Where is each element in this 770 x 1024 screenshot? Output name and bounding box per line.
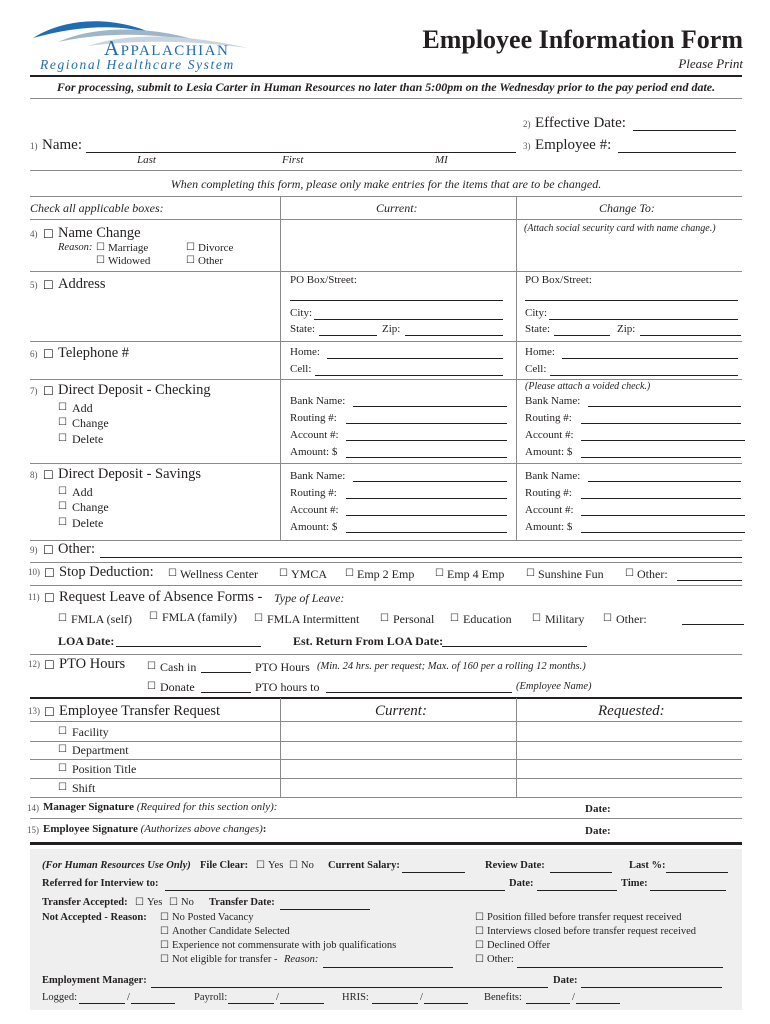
referred-date-label: Date: bbox=[509, 878, 534, 889]
field-number: 9) bbox=[30, 545, 38, 555]
last-caption: Last bbox=[137, 154, 156, 166]
checking-checkbox[interactable]: ☐ bbox=[43, 384, 54, 398]
not-accepted-reason-label: Another Candidate Selected bbox=[172, 926, 290, 937]
state-label: State: bbox=[290, 323, 316, 335]
add-label: Add bbox=[72, 401, 93, 415]
transfer-item-checkbox[interactable]: ☐ bbox=[58, 763, 67, 774]
payroll-label: Payroll: bbox=[194, 992, 228, 1003]
time-label: Time: bbox=[621, 878, 648, 889]
bank-name-label: Bank Name: bbox=[290, 395, 346, 407]
voided-check-note: (Please attach a voided check.) bbox=[525, 381, 651, 392]
leave-type-checkbox[interactable]: ☐ bbox=[450, 613, 459, 624]
manager-date-label: Date: bbox=[585, 803, 611, 815]
file-clear-yes-checkbox[interactable]: ☐ bbox=[256, 860, 265, 871]
transfer-yes-checkbox[interactable]: ☐ bbox=[135, 897, 144, 908]
deduction-checkbox[interactable]: ☐ bbox=[526, 568, 535, 579]
field-number: 2) bbox=[523, 119, 531, 129]
transfer-item-checkbox[interactable]: ☐ bbox=[58, 744, 67, 755]
home-label: Home: bbox=[525, 346, 555, 358]
name-field[interactable] bbox=[86, 152, 516, 153]
employee-name-caption: (Employee Name) bbox=[516, 681, 592, 692]
reason-label: Reason: bbox=[58, 242, 93, 253]
bank-name-label: Bank Name: bbox=[525, 395, 581, 407]
pto-checkbox[interactable]: ☐ bbox=[44, 658, 55, 672]
leave-type-label: Military bbox=[545, 612, 585, 626]
field-number: 1) bbox=[30, 141, 38, 151]
benefits-label: Benefits: bbox=[484, 992, 522, 1003]
cell-label: Cell: bbox=[525, 363, 547, 375]
deduction-label: Sunshine Fun bbox=[538, 567, 604, 581]
transfer-date-label: Transfer Date: bbox=[209, 897, 275, 908]
leave-type-checkbox[interactable]: ☐ bbox=[149, 611, 158, 622]
routing-label: Routing #: bbox=[525, 487, 572, 499]
first-caption: First bbox=[282, 154, 304, 166]
not-accepted-reason-checkbox[interactable]: ☐ bbox=[160, 940, 169, 951]
field-number: 5) bbox=[30, 280, 38, 290]
yes-label: Yes bbox=[147, 897, 163, 908]
employee-signature-note: (Authorizes above changes) bbox=[140, 823, 263, 835]
checking-delete-checkbox[interactable]: ☐ bbox=[58, 433, 67, 444]
account-label: Account #: bbox=[290, 429, 339, 441]
not-accepted-reason-checkbox[interactable]: ☐ bbox=[475, 940, 484, 951]
leave-forms-title: Request Leave of Absence Forms - bbox=[59, 589, 263, 605]
pto-title: PTO Hours bbox=[59, 656, 126, 672]
not-accepted-reason-label: Position filled before transfer request received bbox=[487, 912, 682, 923]
employee-number-label: Employee #: bbox=[535, 137, 612, 153]
savings-title: Direct Deposit - Savings bbox=[58, 466, 201, 482]
amount-label: Amount: $ bbox=[290, 521, 338, 533]
routing-label: Routing #: bbox=[525, 412, 572, 424]
file-clear-label: File Clear: bbox=[200, 860, 249, 871]
change-label: Change bbox=[72, 416, 109, 430]
field-number: 10) bbox=[28, 567, 40, 577]
leave-type-label: Other: bbox=[616, 612, 647, 626]
not-accepted-reason-label: Experience not commensurate with job qualifications bbox=[172, 940, 397, 951]
marriage-checkbox[interactable]: ☐ bbox=[96, 242, 105, 253]
account-label: Account #: bbox=[290, 504, 339, 516]
deduction-label: Other: bbox=[637, 567, 668, 581]
routing-label: Routing #: bbox=[290, 412, 337, 424]
slash: / bbox=[420, 992, 423, 1003]
manager-signature-text: Manager Signature bbox=[43, 801, 134, 813]
employment-manager-label: Employment Manager: bbox=[42, 975, 147, 986]
attach-ss-note: (Attach social security card with name change.) bbox=[524, 223, 716, 234]
other-section-checkbox[interactable]: ☐ bbox=[43, 543, 54, 557]
not-accepted-reason-label: Declined Offer bbox=[487, 940, 551, 951]
transfer-title: Employee Transfer Request bbox=[59, 703, 221, 719]
not-accepted-reason-checkbox[interactable]: ☐ bbox=[160, 912, 169, 923]
other-title: Other: bbox=[58, 541, 96, 557]
leave-type-label: FMLA Intermittent bbox=[267, 612, 360, 626]
colon: : bbox=[262, 823, 267, 835]
last-percent-label: Last %: bbox=[629, 860, 666, 871]
transfer-item-label: Position Title bbox=[72, 762, 137, 776]
leave-type-label: FMLA (self) bbox=[71, 612, 132, 626]
savings-change-checkbox[interactable]: ☐ bbox=[58, 501, 67, 512]
transfer-item-checkbox[interactable]: ☐ bbox=[58, 726, 67, 737]
zip-label: Zip: bbox=[617, 323, 636, 335]
other-label: Other bbox=[198, 255, 224, 267]
leave-type-label: FMLA (family) bbox=[162, 610, 237, 624]
employee-signature-text: Employee Signature bbox=[43, 823, 138, 835]
stop-deduction-title: Stop Deduction: bbox=[59, 564, 154, 580]
bank-name-label: Bank Name: bbox=[525, 470, 581, 482]
address-title: Address bbox=[58, 276, 106, 292]
not-accepted-reason-label: No Posted Vacancy bbox=[172, 912, 254, 923]
deduction-label: YMCA bbox=[291, 567, 328, 581]
donate-label: Donate bbox=[160, 680, 195, 694]
bank-name-label: Bank Name: bbox=[290, 470, 346, 482]
other-checkbox[interactable]: ☐ bbox=[186, 255, 195, 266]
leave-type-label: Education bbox=[463, 612, 512, 626]
effective-date-field[interactable] bbox=[633, 130, 736, 131]
type-of-leave-label: Type of Leave: bbox=[274, 591, 345, 605]
not-accepted-label: Not Accepted - Reason: bbox=[42, 912, 147, 923]
routing-label: Routing #: bbox=[290, 487, 337, 499]
transfer-requested-header: Requested: bbox=[598, 703, 665, 719]
divorce-checkbox[interactable]: ☐ bbox=[186, 242, 195, 253]
logo-wordmark: Appalachian bbox=[104, 36, 230, 60]
change-label: Change bbox=[72, 500, 109, 514]
home-label: Home: bbox=[290, 346, 320, 358]
leave-type-checkbox[interactable]: ☐ bbox=[603, 613, 612, 624]
logged-label: Logged: bbox=[42, 992, 77, 1003]
field-number: 12) bbox=[28, 659, 40, 669]
divorce-label: Divorce bbox=[198, 242, 234, 254]
leave-type-checkbox[interactable]: ☐ bbox=[380, 613, 389, 624]
deduction-checkbox[interactable]: ☐ bbox=[279, 568, 288, 579]
no-label: No bbox=[301, 860, 314, 871]
pto-hours-label: PTO Hours bbox=[255, 660, 310, 674]
add-label: Add bbox=[72, 485, 93, 499]
donate-checkbox[interactable]: ☐ bbox=[147, 681, 156, 692]
widowed-checkbox[interactable]: ☐ bbox=[96, 255, 105, 266]
est-return-label: Est. Return From LOA Date: bbox=[293, 634, 444, 648]
checking-change-checkbox[interactable]: ☐ bbox=[58, 417, 67, 428]
current-salary-label: Current Salary: bbox=[328, 860, 400, 871]
delete-label: Delete bbox=[72, 432, 104, 446]
savings-delete-checkbox[interactable]: ☐ bbox=[58, 517, 67, 528]
cash-in-label: Cash in bbox=[160, 660, 197, 674]
city-label: City: bbox=[290, 307, 313, 319]
savings-add-checkbox[interactable]: ☐ bbox=[58, 486, 67, 497]
manager-signature-label bbox=[43, 801, 277, 813]
address-checkbox[interactable]: ☐ bbox=[43, 278, 54, 292]
slash: / bbox=[127, 992, 130, 1003]
manager-hr-date-label: Date: bbox=[553, 975, 578, 986]
cell-label: Cell: bbox=[290, 363, 312, 375]
amount-label: Amount: $ bbox=[525, 446, 573, 458]
transfer-no-checkbox[interactable]: ☐ bbox=[169, 897, 178, 908]
field-number: 3) bbox=[523, 141, 531, 151]
transfer-accepted-label: Transfer Accepted: bbox=[42, 897, 128, 908]
form-title: Employee Information Form bbox=[422, 25, 743, 54]
field-number: 11) bbox=[28, 592, 40, 602]
employee-number-field[interactable] bbox=[618, 152, 736, 153]
field-number: 14) bbox=[27, 803, 39, 813]
cash-in-checkbox[interactable]: ☐ bbox=[147, 661, 156, 672]
amount-label: Amount: $ bbox=[525, 521, 573, 533]
transfer-item-label: Shift bbox=[72, 781, 96, 795]
field-number: 7) bbox=[30, 386, 38, 396]
account-label: Account #: bbox=[525, 429, 574, 441]
leave-type-checkbox[interactable]: ☐ bbox=[532, 613, 541, 624]
field-number: 4) bbox=[30, 229, 38, 239]
po-box-label: PO Box/Street: bbox=[525, 274, 592, 286]
yes-label: Yes bbox=[268, 860, 284, 871]
po-box-label: PO Box/Street: bbox=[290, 274, 357, 286]
field-number: 15) bbox=[27, 825, 39, 835]
amount-label: Amount: $ bbox=[290, 446, 338, 458]
state-label: State: bbox=[525, 323, 551, 335]
deduction-checkbox[interactable]: ☐ bbox=[435, 568, 444, 579]
not-accepted-reason-checkbox[interactable]: ☐ bbox=[160, 954, 169, 965]
no-label: No bbox=[181, 897, 194, 908]
hris-label: HRIS: bbox=[342, 992, 369, 1003]
current-header: Current: bbox=[376, 201, 418, 215]
mi-caption: MI bbox=[435, 154, 448, 166]
field-number: 6) bbox=[30, 349, 38, 359]
leave-forms-checkbox[interactable]: ☐ bbox=[44, 591, 55, 605]
check-all-label: Check all applicable boxes: bbox=[30, 201, 164, 215]
delete-label: Delete bbox=[72, 516, 104, 530]
employee-signature-label bbox=[43, 823, 266, 835]
transfer-current-header: Current: bbox=[375, 703, 427, 719]
completion-note: When completing this form, please only make entries for the items that are to be changed. bbox=[170, 177, 602, 191]
please-print: Please Print bbox=[678, 56, 743, 71]
telephone-title: Telephone # bbox=[58, 345, 130, 361]
not-accepted-reason-checkbox[interactable]: ☐ bbox=[475, 954, 484, 965]
telephone-checkbox[interactable]: ☐ bbox=[43, 347, 54, 361]
employee-date-label: Date: bbox=[585, 825, 611, 837]
not-accepted-reason-label: Other: bbox=[487, 954, 514, 965]
loa-date-label: LOA Date: bbox=[58, 634, 115, 648]
deduction-label: Emp 2 Emp bbox=[357, 567, 415, 581]
reason-label: Reason: bbox=[284, 954, 319, 965]
zip-label: Zip: bbox=[382, 323, 401, 335]
transfer-checkbox[interactable]: ☐ bbox=[44, 705, 55, 719]
leave-type-checkbox[interactable]: ☐ bbox=[58, 613, 67, 624]
review-date-label: Review Date: bbox=[485, 860, 545, 871]
not-accepted-reason-checkbox[interactable]: ☐ bbox=[475, 926, 484, 937]
slash: / bbox=[572, 992, 575, 1003]
not-accepted-reason-label: Interviews closed before transfer request received bbox=[487, 926, 697, 937]
logo-subtitle: Regional Healthcare System bbox=[40, 57, 235, 72]
not-accepted-reason-checkbox[interactable]: ☐ bbox=[160, 926, 169, 937]
slash: / bbox=[276, 992, 279, 1003]
field-number: 8) bbox=[30, 470, 38, 480]
checking-add-checkbox[interactable]: ☐ bbox=[58, 402, 67, 413]
not-accepted-reason-label: Not eligible for transfer - bbox=[172, 954, 278, 965]
stop-deduction-checkbox[interactable]: ☐ bbox=[44, 566, 55, 580]
leave-type-checkbox[interactable]: ☐ bbox=[254, 613, 263, 624]
not-accepted-reason-checkbox[interactable]: ☐ bbox=[475, 912, 484, 923]
deduction-checkbox[interactable]: ☐ bbox=[168, 568, 177, 579]
account-label: Account #: bbox=[525, 504, 574, 516]
leave-type-label: Personal bbox=[393, 612, 435, 626]
transfer-item-label: Facility bbox=[72, 725, 109, 739]
transfer-item-label: Department bbox=[72, 743, 129, 757]
name-label: Name: bbox=[42, 137, 82, 153]
deduction-checkbox[interactable]: ☐ bbox=[345, 568, 354, 579]
deduction-label: Wellness Center bbox=[180, 567, 259, 581]
deduction-checkbox[interactable]: ☐ bbox=[625, 568, 634, 579]
pto-to-label: PTO hours to bbox=[255, 680, 320, 694]
processing-instruction: For processing, submit to Lesia Carter in Human Resources no later than 5:00pm on the Wednesday prior to the pay period end date. bbox=[56, 80, 716, 94]
name-change-checkbox[interactable]: ☐ bbox=[43, 227, 54, 241]
effective-date-label: Effective Date: bbox=[535, 115, 626, 131]
checking-title: Direct Deposit - Checking bbox=[58, 382, 211, 398]
deduction-label: Emp 4 Emp bbox=[447, 567, 505, 581]
referred-interview-label: Referred for Interview to: bbox=[42, 878, 159, 889]
hr-use-only-label: (For Human Resources Use Only) bbox=[42, 860, 191, 871]
field-number: 13) bbox=[28, 706, 40, 716]
manager-signature-note: (Required for this section only): bbox=[136, 801, 278, 813]
savings-checkbox[interactable]: ☐ bbox=[43, 468, 54, 482]
name-change-title: Name Change bbox=[58, 225, 141, 241]
transfer-item-checkbox[interactable]: ☐ bbox=[58, 782, 67, 793]
city-label: City: bbox=[525, 307, 548, 319]
marriage-label: Marriage bbox=[108, 242, 149, 254]
widowed-label: Widowed bbox=[108, 255, 151, 267]
change-to-header: Change To: bbox=[599, 201, 655, 215]
file-clear-no-checkbox[interactable]: ☐ bbox=[289, 860, 298, 871]
pto-note: (Min. 24 hrs. per request; Max. of 160 per a rolling 12 months.) bbox=[317, 661, 586, 672]
